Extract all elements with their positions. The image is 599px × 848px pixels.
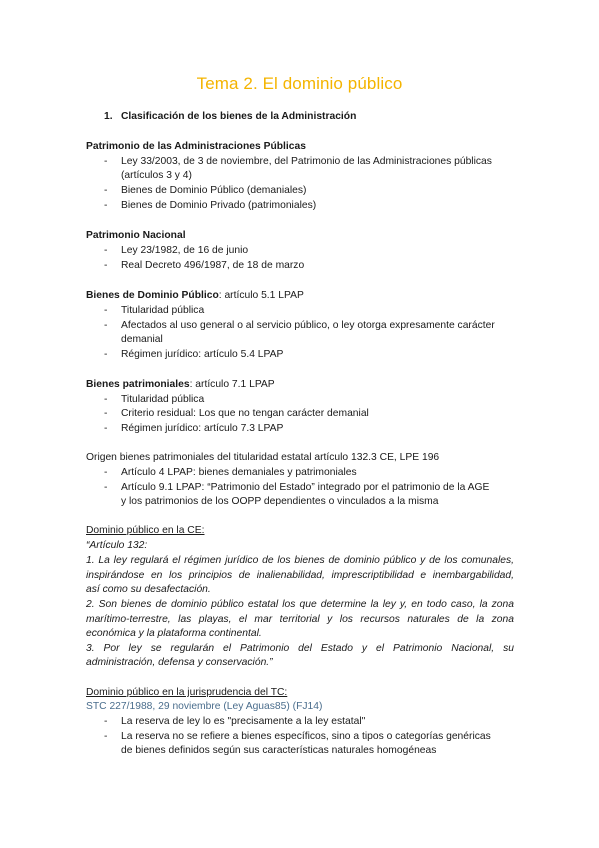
quote-line: inspirándose en los principios de inalienabilidad, imprescriptibilidad e inembargabilidad,: [86, 570, 514, 581]
list-item: Artículo 9.1 LPAP: “Patrimonio del Estado” integrado por el patrimonio de la AGE: [121, 482, 490, 493]
list-item: Régimen jurídico: artículo 5.4 LPAP: [121, 349, 284, 360]
list-item: Real Decreto 496/1987, de 18 de marzo: [121, 260, 305, 271]
list-bullet: -: [104, 467, 108, 478]
bienes-dp-reference: : artículo 5.1 LPAP: [218, 290, 304, 301]
dp-ce-heading: Dominio público en la CE:: [86, 525, 205, 536]
dp-tc-heading: Dominio público en la jurisprudencia del TC:: [86, 687, 288, 698]
quote-line: económica y la plataforma continental.: [86, 628, 262, 639]
list-item: Titularidad pública: [121, 394, 205, 405]
list-item: Artículo 4 LPAP: bienes demaniales y patrimoniales: [121, 467, 357, 478]
section-number: 1.: [104, 111, 113, 122]
patrimonio-ap-heading: Patrimonio de las Administraciones Públicas: [86, 141, 306, 152]
list-bullet: -: [104, 716, 108, 727]
list-bullet: -: [104, 320, 108, 331]
quote-line: así como su desafectación.: [86, 584, 211, 595]
list-bullet: -: [104, 245, 108, 256]
list-bullet: -: [104, 731, 108, 742]
list-bullet: -: [104, 408, 108, 419]
list-bullet: -: [104, 423, 108, 434]
section-heading: Clasificación de los bienes de la Administración: [121, 111, 357, 122]
patrimonio-nacional-heading: Patrimonio Nacional: [86, 230, 186, 241]
list-bullet: -: [104, 156, 108, 167]
list-item-continuation: demanial: [121, 334, 163, 345]
quote-line: 1. La ley regulará el régimen jurídico de los bienes de dominio público y de los comunales,: [86, 555, 514, 566]
bienes-dp-heading-line: [86, 289, 304, 303]
bienes-pat-heading-line: [86, 378, 275, 392]
origen-heading: Origen bienes patrimoniales del titularidad estatal artículo 132.3 CE, LPE 196: [86, 452, 440, 463]
list-item-continuation: y los patrimonios de los OOPP dependientes o vinculados a la misma: [121, 496, 439, 507]
quote-line: “Artículo 132:: [86, 540, 148, 551]
list-bullet: -: [104, 305, 108, 316]
list-item: La reserva de ley lo es "precisamente a la ley estatal": [121, 716, 366, 727]
list-item: Régimen jurídico: artículo 7.3 LPAP: [121, 423, 284, 434]
list-item-continuation: (artículos 3 y 4): [121, 170, 192, 181]
bienes-pat-heading: Bienes patrimoniales: [86, 379, 190, 390]
quote-line: 2. Son bienes de dominio público estatal los que determine la ley y, en todo caso, la zona: [86, 599, 514, 610]
list-item: La reserva no se refiere a bienes específicos, sino a tipos o categorías genéricas: [121, 731, 491, 742]
list-item: Bienes de Dominio Privado (patrimoniales): [121, 200, 317, 211]
list-item: Afectados al uso general o al servicio público, o ley otorga expresamente carácter: [121, 320, 495, 331]
list-bullet: -: [104, 260, 108, 271]
bienes-dp-heading: Bienes de Dominio Público: [86, 290, 219, 301]
list-item: Ley 23/1982, de 16 de junio: [121, 245, 249, 256]
list-item: Criterio residual: Los que no tengan carácter demanial: [121, 408, 369, 419]
quote-line: administración, defensa y conservación.”: [86, 657, 273, 668]
list-item: Titularidad pública: [121, 305, 205, 316]
document-title: Tema 2. El dominio público: [196, 74, 403, 93]
bienes-pat-reference: : artículo 7.1 LPAP: [189, 379, 275, 390]
list-bullet: -: [104, 185, 108, 196]
list-bullet: -: [104, 200, 108, 211]
list-bullet: -: [104, 482, 108, 493]
list-item-continuation: de bienes definidos según sus características naturales homogéneas: [121, 745, 437, 756]
quote-line: marítimo-terrestre, las playas, el mar territorial y los recursos naturales de la zona: [86, 614, 514, 625]
list-bullet: -: [104, 349, 108, 360]
list-item: Bienes de Dominio Público (demaniales): [121, 185, 307, 196]
list-bullet: -: [104, 394, 108, 405]
quote-line: 3. Por ley se regularán el Patrimonio del Estado y el Patrimonio Nacional, su: [86, 643, 514, 654]
case-reference: STC 227/1988, 29 noviembre (Ley Aguas85) (FJ14): [86, 701, 323, 712]
list-item: Ley 33/2003, de 3 de noviembre, del Patrimonio de las Administraciones públicas: [121, 156, 492, 167]
